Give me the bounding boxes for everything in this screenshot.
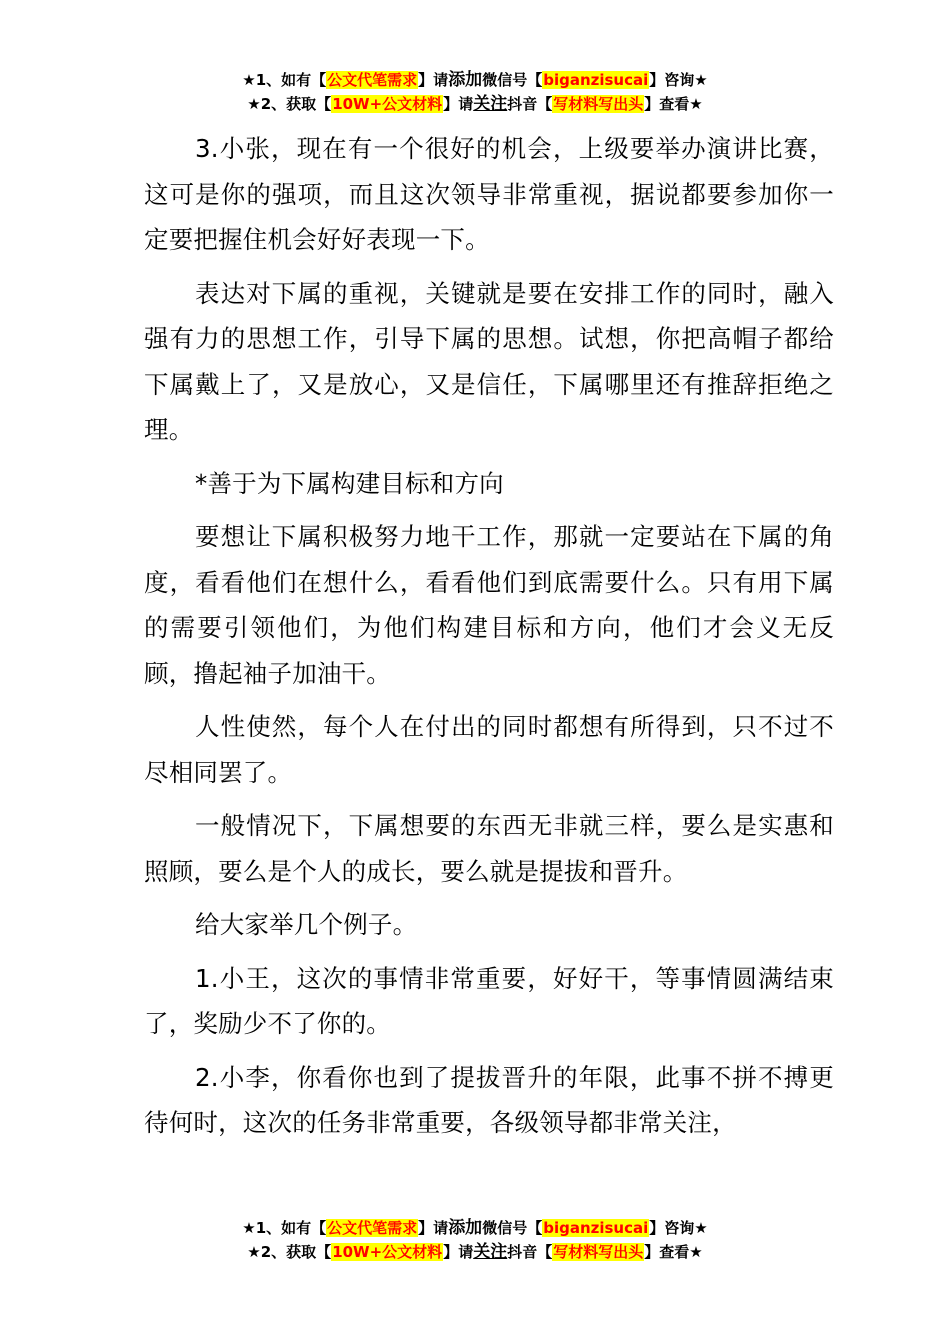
footer-banner	[0, 1216, 950, 1264]
footer-line-2-prefix: ★2、获取【	[247, 1243, 332, 1261]
header-line-1-mid: 】请	[418, 71, 449, 89]
paragraph-6: 给大家举几个例子。	[195, 910, 418, 939]
header-line-1-highlight-service: 公文代笔需求	[327, 71, 418, 89]
footer-line-2-suffix: 】查看★	[644, 1243, 703, 1261]
footer-line-1-highlight-wechat: biganzisucai	[543, 1219, 649, 1237]
footer-line-2-mid: 】请	[443, 1243, 474, 1261]
footer-line-2-emphasis: 关注	[473, 1242, 508, 1262]
footer-line-2	[0, 1240, 950, 1264]
footer-line-1-mid: 】请	[418, 1219, 449, 1237]
footer-line-1-emphasis: 添加	[448, 1218, 483, 1238]
header-line-1-highlight-wechat: biganzisucai	[543, 71, 649, 89]
header-line-1-suffix: 】咨询★	[649, 71, 708, 89]
paragraph-3: 要想让下属积极努力地干工作，那就一定要站在下属的角度，看看他们在想什么，看看他们到底需要什么。只有用下属的需要引领他们，为他们构建目标和方向，他们才会义无反顾，撸起袖子加油干。	[144, 522, 834, 688]
header-line-1-prefix: ★1、如有【	[242, 71, 327, 89]
footer-line-2-mid2: 抖音【	[507, 1243, 553, 1261]
paragraph-1: 3.小张，现在有一个很好的机会，上级要举办演讲比赛，这可是你的强项，而且这次领导非常重视，据说都要参加你一定要把握住机会好好表现一下。	[144, 134, 834, 254]
paragraph-7: 1.小王，这次的事情非常重要，好好干，等事情圆满结束了，奖励少不了你的。	[144, 963, 834, 1038]
section-heading: *善于为下属构建目标和方向	[195, 468, 504, 498]
footer-line-2-highlight-materials: 10W+公文材料	[332, 1243, 443, 1261]
footer-line-1-prefix: ★1、如有【	[242, 1219, 327, 1237]
paragraph-4: 人性使然，每个人在付出的同时都想有所得到，只不过不尽相同罢了。	[144, 712, 834, 787]
header-line-1	[0, 68, 950, 92]
header-line-2-emphasis: 关注	[473, 94, 508, 114]
header-line-2-suffix: 】查看★	[644, 95, 703, 113]
header-line-2-highlight-materials: 10W+公文材料	[332, 95, 443, 113]
footer-line-1-highlight-service: 公文代笔需求	[327, 1219, 418, 1237]
header-line-2	[0, 92, 950, 116]
header-line-2-mid: 】请	[443, 95, 474, 113]
footer-line-2-highlight-douyin: 写材料写出头	[553, 1243, 644, 1261]
paragraph-8: 2.小李，你看你也到了提拔晋升的年限，此事不拼不搏更待何时，这次的任务非常重要，各级领导都非常关注，	[144, 1062, 834, 1137]
header-line-1-emphasis: 添加	[448, 70, 483, 90]
paragraph-5: 一般情况下，下属想要的东西无非就三样，要么是实惠和照顾，要么是个人的成长，要么就是提拔和晋升。	[144, 811, 834, 886]
header-banner	[0, 68, 950, 116]
header-line-1-mid2: 微信号【	[482, 71, 543, 89]
header-line-2-highlight-douyin: 写材料写出头	[553, 95, 644, 113]
paragraph-2: 表达对下属的重视，关键就是要在安排工作的同时，融入强有力的思想工作，引导下属的思想。试想，你把高帽子都给下属戴上了，又是放心，又是信任，下属哪里还有推辞拒绝之理。	[144, 278, 834, 444]
footer-line-1-suffix: 】咨询★	[649, 1219, 708, 1237]
document-body	[144, 126, 834, 1154]
footer-line-1-mid2: 微信号【	[482, 1219, 543, 1237]
header-line-2-mid2: 抖音【	[507, 95, 553, 113]
footer-line-1	[0, 1216, 950, 1240]
header-line-2-prefix: ★2、获取【	[247, 95, 332, 113]
